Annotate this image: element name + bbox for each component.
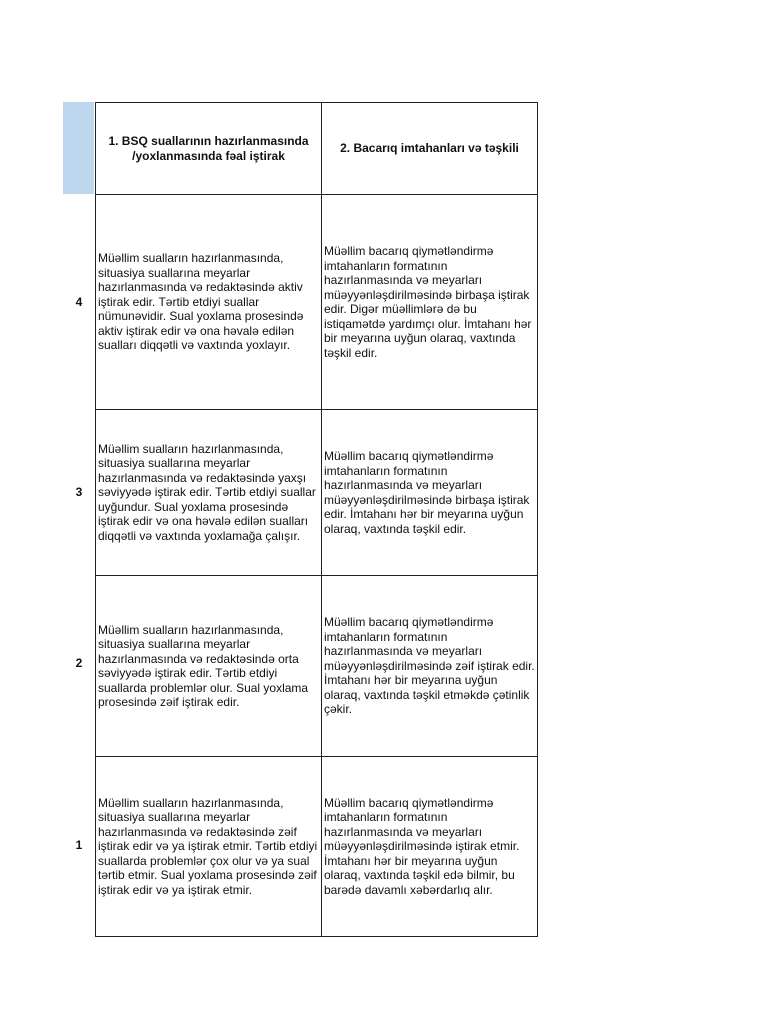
evaluation-rubric-table [95,102,538,937]
row-3-criterion-1: Müəllim sualların hazırlanmasında, situasiya suallarına meyarlar hazırlanmasında və redaktəsində yaxşı səviyyədə iştirak edir. Tərtib etdiyi suallar uyğundur. Sual yoxlama prosesində iştirak edir və ona həvalə edilən sualları diqqətli və vaxtında yoxlamağa çalışır. [96,410,322,576]
row-4-criterion-1: Müəllim sualların hazırlanmasında, situasiya suallarına meyarlar hazırlanmasında və redaktəsində aktiv iştirak edir. Tərtib etdiyi suallar nümunəvidir. Sual yoxlama prosesində aktiv iştirak edir və ona həvalə edilən sualları diqqətli və vaxtında yoxlayır. [96,195,322,410]
header-shade-cell [63,102,94,194]
table-header-row [96,103,538,195]
table-row [96,410,538,576]
row-1-criterion-2: Müəllim bacarıq qiymətləndirmə imtahanların formatının hazırlanmasında və meyarları müəyyənləşdirilməsində iştirak etmir. İmtahanı hər bir meyarına uyğun olaraq, vaxtında təşkil edə bilmir, bu barədə davamlı xəbərdarlıq alır. [322,757,538,937]
score-label-1: 1 [75,838,83,852]
table-row [96,195,538,410]
table-row [96,757,538,937]
header-criterion-2: 2. Bacarıq imtahanları və təşkili [322,103,538,195]
table-row [96,576,538,757]
row-3-criterion-2: Müəllim bacarıq qiymətləndirmə imtahanların formatının hazırlanmasında və meyarları müəyyənləşdirilməsində birbaşa iştirak edir. İmtahanı hər bir meyarına uyğun olaraq, vaxtında təşkil edir. [322,410,538,576]
row-2-criterion-1: Müəllim sualların hazırlanmasında, situasiya suallarına meyarlar hazırlanmasında və redaktəsində orta səviyyədə iştirak edir. Tərtib etdiyi suallarda problemlər olur. Sual yoxlama prosesində zəif iştirak edir. [96,576,322,757]
header-criterion-1: 1. BSQ suallarının hazırlanmasında /yoxlanmasında fəal iştirak [96,103,322,195]
row-1-criterion-1: Müəllim sualların hazırlanmasında, situasiya suallarına meyarlar hazırlanmasında və redaktəsində zəif iştirak edir və ya iştirak etmir. Tərtib etdiyi suallarda problemlər çox olur və ya sual tərtib etmir. Sual yoxlama prosesində zəif iştirak edir və ya iştirak etmir. [96,757,322,937]
score-label-4: 4 [75,295,83,309]
score-label-2: 2 [75,656,83,670]
score-label-3: 3 [75,485,83,499]
row-4-criterion-2: Müəllim bacarıq qiymətləndirmə imtahanların formatının hazırlanmasında və meyarları müəyyənləşdirilməsində birbaşa iştirak edir. Digər müəllimlərə də bu istiqamətdə yardımçı olur. İmtahanı hər bir meyarına uyğun olaraq, vaxtında təşkil edir. [322,195,538,410]
row-2-criterion-2: Müəllim bacarıq qiymətləndirmə imtahanların formatının hazırlanmasında və meyarları müəyyənləşdirilməsində zəif iştirak edir. İmtahanı hər bir meyarına uyğun olaraq, vaxtında təşkil etməkdə çətinlik çəkir. [322,576,538,757]
